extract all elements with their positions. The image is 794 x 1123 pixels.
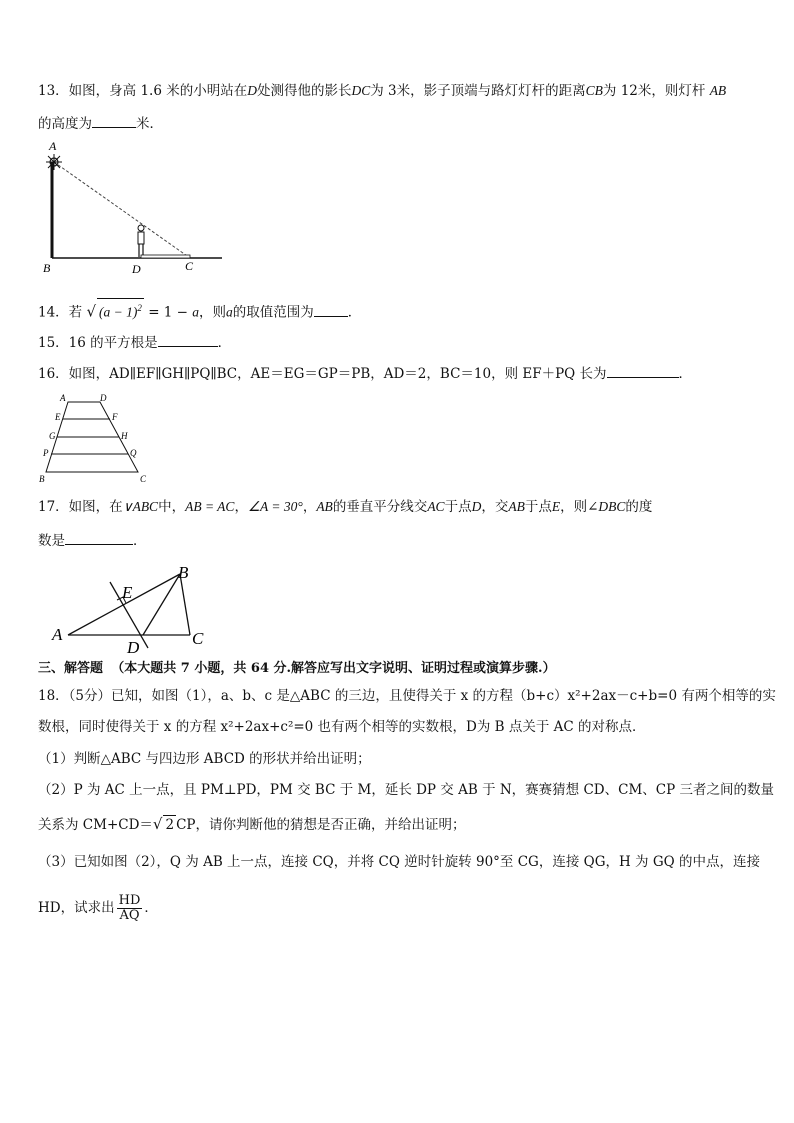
label-e: E (55, 412, 61, 422)
shadow-segment (141, 255, 190, 258)
label-e: E (122, 583, 133, 602)
q16-text: 16．如图，AD∥EF∥GH∥PQ∥BC，AE＝EG＝GP＝PB，AD＝2，BC＝10，则 EF＋PQ 长为 (38, 366, 607, 382)
q17-text: 的垂直平分线交 (332, 499, 428, 515)
answer-blank (65, 531, 133, 545)
q18-part3-text: （3）已知如图（2），Q 为 AB 上一点，连接 CQ，并将 CQ 逆时针旋转 90°至 CG，连接 QG，H 为 GQ 的中点，连接 (38, 854, 760, 870)
q17-condition-1: AB = AC (185, 499, 235, 514)
q18-line2 (38, 718, 646, 736)
answer-blank (92, 114, 136, 128)
q13-text: 13．如图，身高 1.6 米的小明站在 (38, 83, 248, 99)
q17-text: 17．如图，在 (38, 499, 123, 515)
q17-text: ，交 (481, 499, 509, 515)
light-ray (54, 162, 190, 258)
answer-blank (607, 364, 679, 378)
q17-line1 (38, 498, 652, 516)
q17-var-e: E (551, 499, 561, 514)
q17-figure (50, 562, 220, 654)
q17-text: 的度 (625, 499, 653, 515)
q14-expr: (a − 1) (99, 304, 138, 320)
q13-text: 处测得他的影长 (256, 83, 352, 99)
answer-blank (158, 333, 218, 347)
label-q: Q (130, 448, 137, 458)
label-b: B (178, 563, 189, 582)
q17-line2 (38, 531, 147, 550)
q14-radicand (97, 298, 144, 322)
person-icon (138, 225, 144, 257)
q18-radicand: 2 (165, 817, 175, 833)
q17-text: ， (302, 499, 317, 515)
q14-var-a: a (192, 304, 200, 320)
q16-text: ． (678, 366, 693, 382)
label-b: B (39, 474, 45, 484)
q13-figure (40, 140, 230, 276)
q18-part3-text: HD，试求出 (38, 900, 115, 916)
q18-text: 18．（5分）已知，如图（1），a、b、c 是△ABC 的三边，且使得关于 x 的方程（b+c）x²+2ax－c+b=0 有两个相等的实 (38, 688, 776, 704)
q17-text: 于点 (444, 499, 472, 515)
q17-var-d: D (471, 499, 482, 514)
q14-var-a: a (226, 304, 233, 320)
q13-var-d: D (247, 83, 257, 98)
q18-part3-line2 (38, 890, 158, 926)
q13-line2 (38, 114, 163, 133)
q16-line (38, 364, 692, 383)
q14-text: = 1 − (148, 304, 193, 321)
q17-text: 数是 (38, 533, 65, 549)
q14-text: 14．若 (38, 304, 83, 321)
side-bc (180, 574, 190, 635)
section-note: （本大题共 7 小题，共 64 分.解答应写出文字说明、证明过程或演算步骤.） (111, 661, 556, 676)
fraction-denominator: AQ (119, 908, 140, 923)
q18-part2-text: （2）P 为 AC 上一点，且 PM⊥PD，PM 交 BC 于 M，延长 DP 交 AB 于 N，赛赛猜想 CD、CM、CP 三者之间的数量 (38, 782, 774, 798)
q18-part1-text: （1）判断△ABC 与四边形 ABCD 的形状并给出证明； (38, 751, 371, 767)
fraction-hd-aq (117, 894, 143, 923)
q13-line1 (38, 82, 726, 100)
label-c: C (192, 629, 204, 648)
lamp-icon (46, 154, 62, 170)
q17-condition-2: ∠A = 30° (247, 499, 303, 514)
q13-text: 米． (136, 116, 163, 132)
q17-text: ， (234, 499, 248, 515)
q13-var-dc: DC (351, 83, 371, 98)
label-a: A (49, 140, 57, 153)
label-d: D (100, 393, 107, 403)
q14-text: ． (347, 304, 362, 321)
q17-text: ． (133, 533, 147, 549)
q17-triangle: ∨ABC (122, 499, 159, 514)
q18-part2-text: CP，请你判断他的猜想是否正确，并给出证明； (176, 817, 466, 833)
section-title: 三、解答题 (38, 661, 104, 676)
label-d: D (132, 262, 141, 276)
q13-text: 为 12米，则灯杆 (602, 83, 706, 99)
q17-var-ac: AC (427, 499, 445, 514)
label-g: G (49, 431, 56, 441)
q18-part2 (38, 781, 774, 799)
fraction-numerator: HD (118, 893, 141, 908)
label-a: A (60, 393, 66, 403)
label-a: A (52, 625, 63, 644)
q14-text: ，则 (199, 304, 227, 321)
q14-exponent: 2 (137, 303, 142, 313)
q15-line (38, 333, 231, 352)
q18-line1 (38, 687, 776, 705)
q17-var-ab: AB (316, 499, 333, 514)
answer-blank (314, 303, 348, 317)
q17-text: 于点 (524, 499, 552, 515)
label-p: P (43, 448, 49, 458)
label-d: D (127, 638, 140, 654)
q18-part1 (38, 750, 371, 768)
q14-text: 的取值范围为 (232, 304, 314, 321)
label-h: H (121, 431, 128, 441)
q17-text: 中， (158, 499, 186, 515)
segment-bd (143, 574, 180, 635)
sqrt-sign: √ (152, 815, 163, 833)
q18-part2-text: 关系为 CM+CD＝ (38, 817, 153, 833)
section-heading (38, 660, 556, 678)
q18-text: 数根，同时使得关于 x 的方程 x²+2ax+c²=0 也有两个相等的实数根，D为 B 点关于 AC 的对称点． (38, 719, 646, 735)
q15-text: 15．16 的平方根是 (38, 335, 158, 351)
q17-text: ，则∠ (560, 499, 599, 515)
q18-part3 (38, 853, 760, 871)
q17-var-dbc: DBC (598, 499, 626, 514)
q17-var-ab: AB (508, 499, 525, 514)
label-c: C (185, 259, 194, 273)
label-b: B (43, 261, 51, 275)
q14-line (38, 298, 361, 322)
q13-text: 的高度为 (38, 116, 92, 132)
q18-part2-line2 (38, 815, 466, 834)
q15-text: ． (217, 335, 232, 351)
sqrt-sign: √ (86, 302, 97, 321)
q13-var-ab: AB (709, 83, 727, 98)
q13-text: 为 3米，影子顶端与路灯灯杆的距离 (370, 83, 586, 99)
label-c: C (140, 474, 147, 484)
label-f: F (112, 412, 118, 422)
q18-part3-text: ． (144, 900, 158, 916)
q13-var-cb: CB (585, 83, 603, 98)
q16-figure (38, 392, 158, 484)
